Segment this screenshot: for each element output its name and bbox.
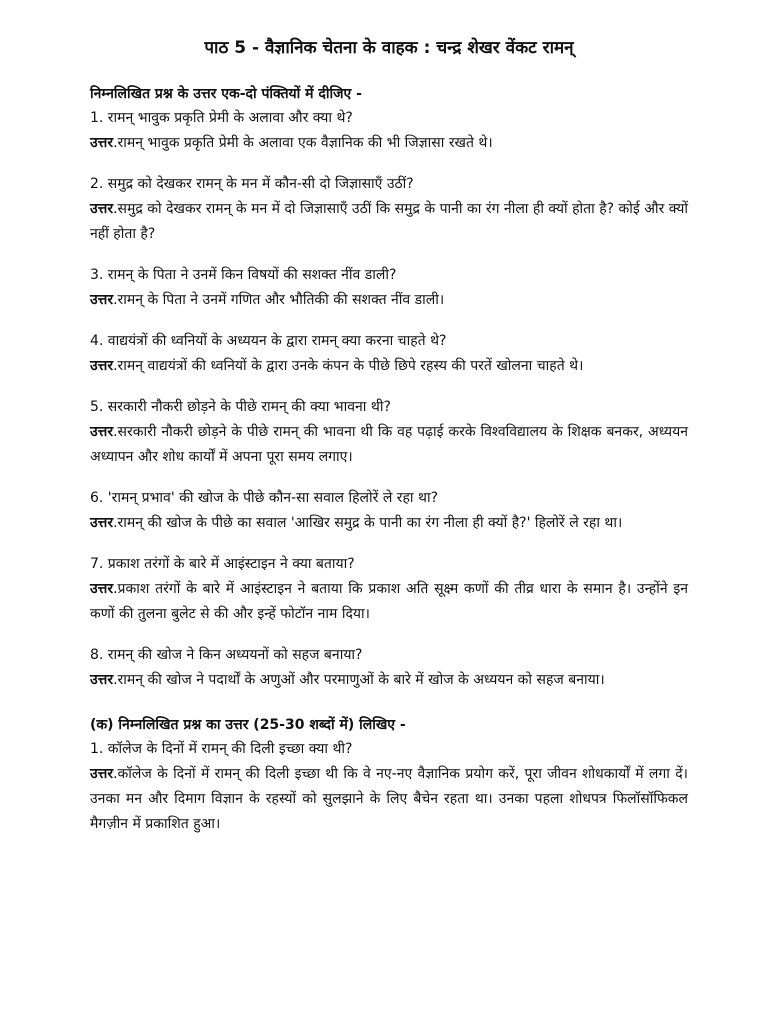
answer-text: .रामन् भावुक प्रकृति प्रेमी के अलावा एक वैज्ञानिक की भी जिज्ञासा रखते थे। xyxy=(113,135,493,151)
answer-text: .समुद्र को देखकर रामन् के मन में दो जिज्ञासाएँ उठीं कि समुद्र के पानी का रंग नीला ही क्यों होता है? कोई और क्यों नहीं होता है? xyxy=(90,201,688,242)
answer xyxy=(90,577,688,627)
answer-label: उत्तर xyxy=(90,581,114,597)
answer-text: .रामन् की खोज के पीछे का सवाल 'आखिर समुद्र के पानी का रंग नीला ही क्यों है?' हिलोरें ले रहा था। xyxy=(113,515,623,531)
answer-label: उत्तर xyxy=(90,358,114,374)
answer-text: .रामन् वाद्ययंत्रों की ध्वनियों के द्वारा उनके कंपन के पीछे छिपे रहस्य की परतें खोलना चाहते थे। xyxy=(113,358,584,374)
answer xyxy=(90,511,688,536)
answer-label: उत्तर xyxy=(90,515,114,531)
qa-item-7 xyxy=(90,552,688,627)
qa-item-3 xyxy=(90,263,688,313)
question: 2. समुद्र को देखकर रामन् के मन में कौन-सी दो जिज्ञासाएँ उठीं? xyxy=(90,176,414,192)
qa-item-2 xyxy=(90,172,688,247)
question: 1. कॉलेज के दिनों में रामन् की दिली इच्छा क्या थी? xyxy=(90,741,353,757)
answer xyxy=(90,762,688,837)
qa-item-8 xyxy=(90,643,688,693)
answer-label: उत्तर xyxy=(90,672,114,688)
answer-label: उत्तर xyxy=(90,292,114,308)
qa-item-b1 xyxy=(90,737,688,837)
qa-item-4 xyxy=(90,329,688,379)
answer-label: उत्तर xyxy=(90,766,114,782)
question: 6. 'रामन् प्रभाव' की खोज के पीछे कौन-सा सवाल हिलोरें ले रहा था? xyxy=(90,490,438,506)
answer-label: उत्तर xyxy=(90,424,114,440)
answer-text: .सरकारी नौकरी छोड़ने के पीछे रामन् की भावना थी कि वह पढ़ाई करके विश्वविद्यालय के शिक्षक बनकर, अध्ययन अध्यापन और शोध कार्यों में अपना पूरा समय लगाए। xyxy=(90,424,688,465)
page-title: पाठ 5 - वैज्ञानिक चेतना के वाहक : चन्द्र शेखर वेंकट रामन् xyxy=(204,38,574,58)
answer xyxy=(90,131,688,156)
qa-item-6 xyxy=(90,486,688,536)
answer xyxy=(90,420,688,470)
answer-label: उत्तर xyxy=(90,201,114,217)
answer xyxy=(90,197,688,247)
answer-text: .रामन् के पिता ने उनमें गणित और भौतिकी की सशक्त नींव डाली। xyxy=(113,292,445,308)
answer xyxy=(90,288,688,313)
question: 3. रामन् के पिता ने उनमें किन विषयों की सशक्त नींव डाली? xyxy=(90,267,397,283)
question: 8. रामन् की खोज ने किन अध्ययनों को सहज बनाया? xyxy=(90,647,363,663)
answer-text: .प्रकाश तरंगों के बारे में आइंस्टाइन ने बताया कि प्रकाश अति सूक्ष्म कणों की तीव्र धारा के समान है। उन्होंने इन कणों की तुलना बुलेट से की और इन्हें फोटॉन नाम दिया। xyxy=(90,581,688,622)
section-a-instruction: निम्नलिखित प्रश्न के उत्तर एक-दो पंक्तियों में दीजिए - xyxy=(90,86,362,102)
qa-item-1 xyxy=(90,106,688,156)
question: 7. प्रकाश तरंगों के बारे में आइंस्टाइन ने क्या बताया? xyxy=(90,556,355,572)
answer xyxy=(90,354,688,379)
question: 5. सरकारी नौकरी छोड़ने के पीछे रामन् की क्या भावना थी? xyxy=(90,399,391,415)
question: 1. रामन् भावुक प्रकृति प्रेमी के अलावा और क्या थे? xyxy=(90,110,353,126)
section-b-instruction: (क) निम्नलिखित प्रश्न का उत्तर (25-30 शब्दों में) लिखिए - xyxy=(90,717,406,733)
answer-label: उत्तर xyxy=(90,135,114,151)
qa-item-5 xyxy=(90,395,688,470)
answer xyxy=(90,668,688,693)
answer-text: .कॉलेज के दिनों में रामन् की दिली इच्छा थी कि वे नए-नए वैज्ञानिक प्रयोग करें, पूरा जीवन शोधकार्यों में लगा दें। उनका मन और दिमाग विज्ञान के रहस्यों को सुलझाने के लिए बैचेन रहता था। उनका पहला शोधपत्र फिलॉसॉफिकल मैगज़ीन में प्रकाशित हुआ। xyxy=(90,766,688,832)
question: 4. वाद्ययंत्रों की ध्वनियों के अध्ययन के द्वारा रामन् क्या करना चाहते थे? xyxy=(90,333,447,349)
answer-text: .रामन् की खोज ने पदार्थों के अणुओं और परमाणुओं के बारे में खोज के अध्ययन को सहज बनाया। xyxy=(113,672,605,688)
